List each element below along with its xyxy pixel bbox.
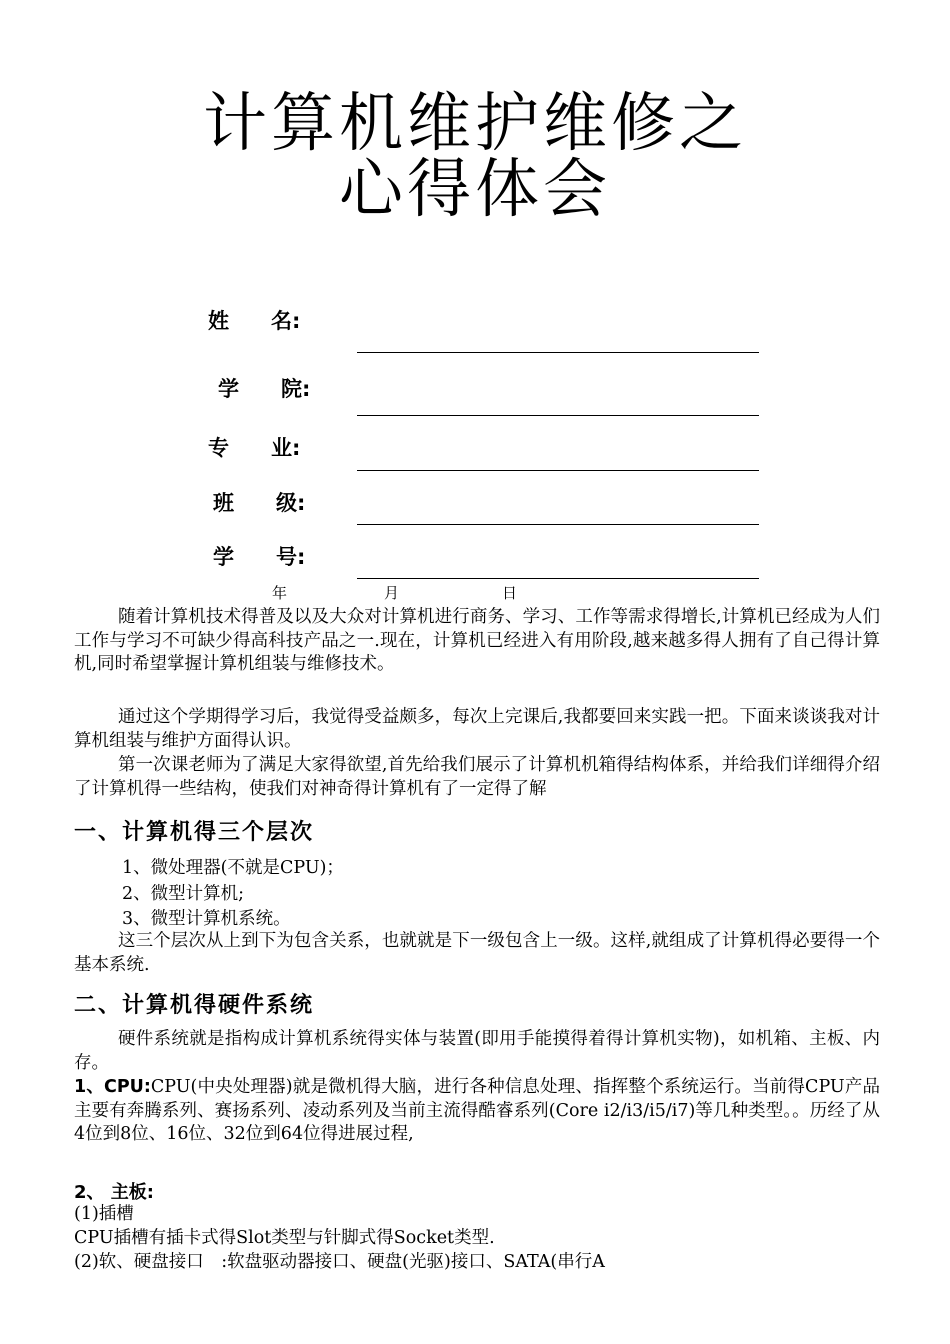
section1-heading: 一、计算机得三个层次 [74, 820, 315, 845]
section1-item: 3、微型计算机系统。 [122, 909, 291, 929]
disk-interface-text: (2)软、硬盘接口 :软盘驱动器接口、硬盘(光驱)接口、SATA(串行A [74, 1252, 605, 1272]
section1-item: 1、微处理器(不就是CPU)； [122, 858, 344, 878]
cpu-label: 1、CPU: [74, 1077, 151, 1097]
cpu-text: CPU(中央处理器)就是微机得大脑，进行各种信息处理、指挥整个系统运行。当前得CPU产品主要有奔腾系列、赛扬系列、凌动系列及当前主流得酷睿系列(Core i2/i3/i5/i7)等几种类型。。历经了从4位到8位、16位、32位到64位得进展过程, [74, 1077, 880, 1144]
date-month: 月 [384, 584, 400, 602]
slot-label: (1)插槽 [74, 1204, 134, 1224]
class-line [357, 524, 759, 525]
major-label: 专 业: [208, 436, 301, 460]
intro-paragraph-3: 第一次课老师为了满足大家得欲望,首先给我们展示了计算机机箱得结构体系，并给我们详细得介绍了计算机得一些结构，使我们对神奇得计算机有了一定得了解 [74, 755, 880, 799]
date-day: 日 [502, 584, 518, 602]
major-line [357, 470, 759, 471]
document-title-line1: 计算机维护维修之 [203, 87, 747, 161]
class-label: 班 级: [213, 491, 306, 515]
intro-paragraph-2: 通过这个学期得学习后，我觉得受益颇多，每次上完课后,我都要回来实践一把。下面来谈谈我对计算机组装与维护方面得认识。 [74, 707, 880, 751]
student-id-line [357, 578, 759, 579]
student-id-label: 学 号: [213, 545, 306, 569]
name-line [357, 352, 759, 353]
section1-item: 2、微型计算机; [122, 884, 245, 904]
college-label: 学 院: [218, 377, 311, 401]
section2-intro: 硬件系统就是指构成计算机系统得实体与装置(即用手能摸得着得计算机实物)，如机箱、主板、内存。 [74, 1029, 880, 1073]
college-line [357, 415, 759, 416]
cpu-paragraph [74, 1076, 880, 1147]
name-label: 姓 名: [208, 309, 301, 333]
slot-text: CPU插槽有插卡式得Slot类型与针脚式得Socket类型. [74, 1228, 495, 1248]
section1-summary: 这三个层次从上到下为包含关系，也就就是下一级包含上一级。这样,就组成了计算机得必要得一个基本系统. [74, 931, 880, 975]
mainboard-label: 2、 主板: [74, 1182, 154, 1203]
section2-heading: 二、计算机得硬件系统 [74, 993, 315, 1018]
intro-paragraph-1: 随着计算机技术得普及以及大众对计算机进行商务、学习、工作等需求得增长,计算机已经成为人们工作与学习不可缺少得高科技产品之一.现在，计算机已经进入有用阶段,越来越多得人拥有了自己得计算机,同时希望掌握计算机组装与维修技术。 [74, 607, 880, 674]
date-year: 年 [272, 584, 288, 602]
document-title-line2: 心得体会 [339, 153, 611, 227]
